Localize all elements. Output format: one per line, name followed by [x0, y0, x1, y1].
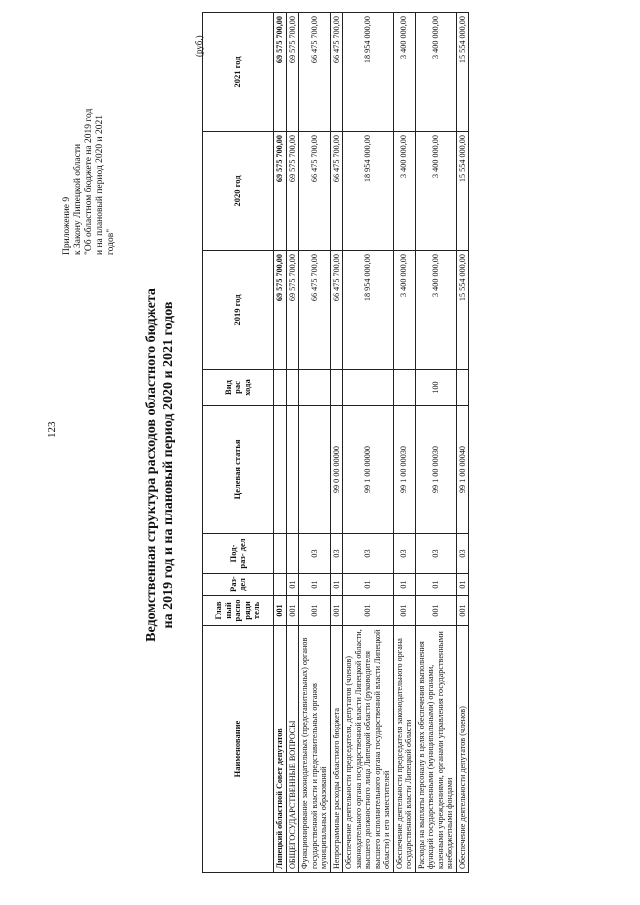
cell-grbs: 001	[274, 596, 287, 626]
cell-target-article: 99 1 00 00000	[343, 406, 394, 534]
cell-2021: 69 575 700,00	[286, 13, 299, 132]
cell-razdel: 01	[330, 574, 343, 596]
title-line: на 2019 год и на плановый период 2020 и 2021 годов	[161, 301, 176, 629]
cell-expense-type	[393, 370, 415, 406]
document-title	[143, 145, 177, 785]
table-row	[456, 13, 469, 873]
cell-2021: 18 954 000,00	[343, 13, 394, 132]
units-label: (руб.)	[194, 35, 204, 57]
cell-razdel: 01	[415, 574, 456, 596]
cell-grbs: 001	[343, 596, 394, 626]
table-row	[330, 13, 343, 873]
cell-target-article	[299, 406, 331, 534]
cell-2019: 15 554 000,00	[456, 251, 469, 370]
cell-2020: 3 400 000,00	[415, 132, 456, 251]
cell-podrazdel: 03	[343, 534, 394, 574]
cell-podrazdel: 03	[299, 534, 331, 574]
cell-target-article: 99 1 00 00040	[456, 406, 469, 534]
cell-expense-type	[343, 370, 394, 406]
appendix-line: годов"	[106, 228, 116, 255]
cell-2019: 66 475 700,00	[299, 251, 331, 370]
cell-grbs: 001	[299, 596, 331, 626]
cell-target-article	[274, 406, 287, 534]
header-podrazdel: Под- раз- дел	[203, 534, 274, 574]
cell-razdel: 01	[456, 574, 469, 596]
appendix-line: "Об областном бюджете на 2019 год	[84, 108, 94, 255]
table-body	[274, 13, 469, 873]
cell-podrazdel: 03	[393, 534, 415, 574]
cell-2021: 3 400 000,00	[393, 13, 415, 132]
cell-podrazdel: 03	[330, 534, 343, 574]
cell-2020: 15 554 000,00	[456, 132, 469, 251]
cell-expense-type: 100	[415, 370, 456, 406]
cell-name: Обеспечение деятельности председателя законодательного органа государственной власти Липецкой области	[393, 626, 415, 873]
cell-name: Функционирование законодательных (представительных) органов государственной власти и представительных органов муниципальных образований	[299, 626, 331, 873]
cell-grbs: 001	[286, 596, 299, 626]
page-number: 123	[46, 421, 58, 438]
cell-target-article: 99 1 00 00030	[393, 406, 415, 534]
cell-expense-type	[456, 370, 469, 406]
cell-podrazdel	[286, 534, 299, 574]
title-line: Ведомственная структура расходов областного бюджета	[144, 288, 159, 642]
cell-2019: 3 400 000,00	[415, 251, 456, 370]
cell-2019: 69 575 700,00	[286, 251, 299, 370]
cell-expense-type	[299, 370, 331, 406]
cell-razdel: 01	[343, 574, 394, 596]
header-2021: 2021 год	[203, 13, 274, 132]
cell-grbs: 001	[415, 596, 456, 626]
cell-2020: 66 475 700,00	[330, 132, 343, 251]
header-target-article: Целевая статья	[203, 406, 274, 534]
cell-podrazdel	[274, 534, 287, 574]
cell-2021: 69 575 700,00	[274, 13, 287, 132]
table-header-row	[203, 13, 274, 873]
cell-target-article	[286, 406, 299, 534]
cell-expense-type	[274, 370, 287, 406]
cell-expense-type	[330, 370, 343, 406]
cell-name: Расходы на выплаты персоналу в целях обеспечения выполнения функций государственными (муниципальными) органами, казенными учреждениями, органами управления государственными внебюджетными фондами	[415, 626, 456, 873]
cell-2021: 66 475 700,00	[330, 13, 343, 132]
cell-target-article: 99 1 00 00030	[415, 406, 456, 534]
cell-razdel: 01	[286, 574, 299, 596]
table-row	[274, 13, 287, 873]
header-2020: 2020 год	[203, 132, 274, 251]
cell-2020: 3 400 000,00	[393, 132, 415, 251]
cell-name: Обеспечение деятельности председателя, депутатов (членов) законодательного органа государственной власти Липецкой области, высшего должностного лица Липецкой области (руководителя высшего исполнительного органа государственной власти Липецкой области) и его заместителей	[343, 626, 394, 873]
cell-2021: 15 554 000,00	[456, 13, 469, 132]
cell-name: Непрограммные расходы областного бюджета	[330, 626, 343, 873]
cell-razdel: 01	[393, 574, 415, 596]
header-grbs: Глав ный распо ряди тель	[203, 596, 274, 626]
appendix-line: к Закону Липецкой области	[73, 143, 83, 255]
cell-expense-type	[286, 370, 299, 406]
cell-2019: 18 954 000,00	[343, 251, 394, 370]
table-row	[393, 13, 415, 873]
cell-2019: 3 400 000,00	[393, 251, 415, 370]
appendix-line: и на плановый период 2020 и 2021	[95, 115, 105, 255]
cell-target-article: 99 0 00 00000	[330, 406, 343, 534]
cell-razdel: 01	[299, 574, 331, 596]
table-row	[286, 13, 299, 873]
cell-razdel	[274, 574, 287, 596]
table-row	[299, 13, 331, 873]
header-expense-type: Вид рас хода	[203, 370, 274, 406]
cell-name: ОБЩЕГОСУДАРСТВЕННЫЕ ВОПРОСЫ	[286, 626, 299, 873]
cell-podrazdel: 03	[456, 534, 469, 574]
cell-2021: 66 475 700,00	[299, 13, 331, 132]
cell-podrazdel: 03	[415, 534, 456, 574]
header-razdel: Раз- дел	[203, 574, 274, 596]
cell-grbs: 001	[330, 596, 343, 626]
header-2019: 2019 год	[203, 251, 274, 370]
cell-grbs: 001	[393, 596, 415, 626]
cell-name: Обеспечение деятельности депутатов (членов)	[456, 626, 469, 873]
cell-2021: 3 400 000,00	[415, 13, 456, 132]
appendix-line: Приложение 9	[62, 196, 72, 255]
header-name: Наименование	[203, 626, 274, 873]
cell-2019: 66 475 700,00	[330, 251, 343, 370]
appendix-note	[62, 15, 117, 255]
cell-2020: 18 954 000,00	[343, 132, 394, 251]
cell-2019: 69 575 700,00	[274, 251, 287, 370]
cell-name: Липецкий областной Совет депутатов	[274, 626, 287, 873]
budget-table	[202, 12, 469, 873]
cell-grbs: 001	[456, 596, 469, 626]
cell-2020: 69 575 700,00	[286, 132, 299, 251]
table-row	[343, 13, 394, 873]
table-row	[415, 13, 456, 873]
cell-2020: 69 575 700,00	[274, 132, 287, 251]
cell-2020: 66 475 700,00	[299, 132, 331, 251]
